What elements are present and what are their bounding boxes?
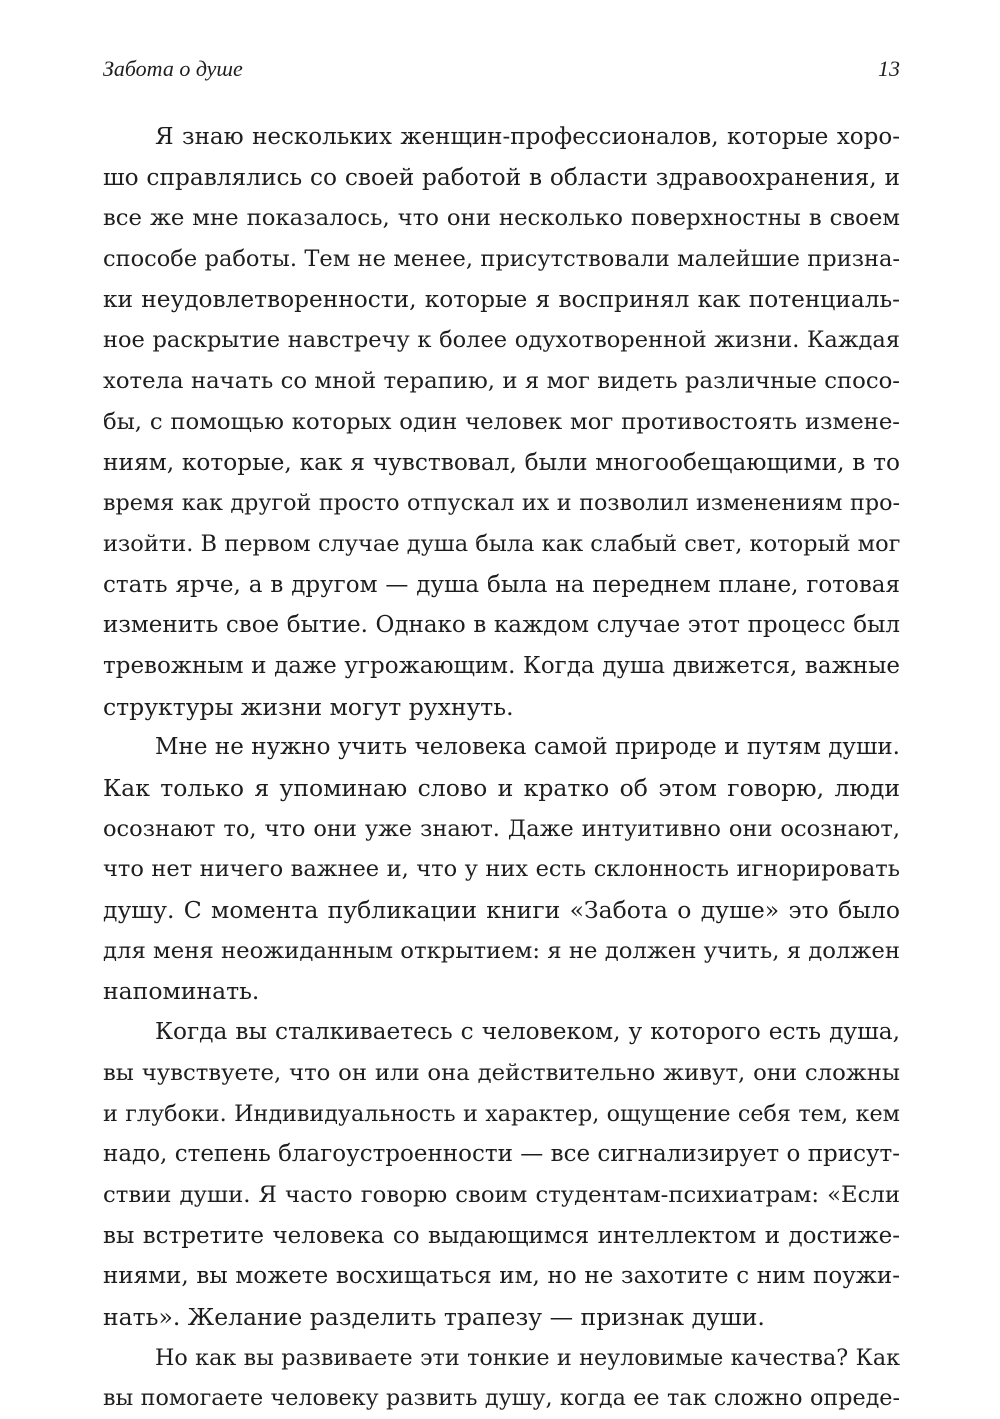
- text-line: душу. С момента публикации книги «Забота о душе» это было: [103, 896, 900, 925]
- text-line: структуры жизни могут рухнуть.: [103, 692, 514, 721]
- text-line: для меня неожиданным открытием: я не должен учить, я должен: [103, 937, 900, 964]
- text-line: Мне не нужно учить человека самой природе и путям души.: [155, 734, 900, 761]
- paragraph: [103, 117, 900, 727]
- paragraph: [103, 1338, 900, 1419]
- text-line: напоминать.: [103, 977, 260, 1006]
- text-line: стать ярче, а в другом — душа была на переднем плане, готовая: [103, 571, 900, 598]
- text-line: вы помогаете человеку развить душу, когда ее так сложно опреде-: [103, 1385, 900, 1412]
- text-line: ки неудовлетворенности, которые я воспринял как потенциаль-: [103, 285, 900, 313]
- text-line: нать». Желание разделить трапезу — признак души.: [103, 1302, 765, 1331]
- text-line: Как только я упоминаю слово и кратко об этом говорю, люди: [103, 774, 900, 802]
- text-line: ниями, вы можете восхищаться им, но не захотите с ним поужи-: [103, 1263, 900, 1290]
- text-line: тревожным и даже угрожающим. Когда душа движется, важные: [103, 652, 900, 679]
- text-line: осознают то, что они уже знают. Даже интуитивно они осознают,: [103, 815, 900, 842]
- text-line: надо, степень благоустроенности — все сигнализирует о присут-: [103, 1141, 900, 1168]
- text-line: ствии души. Я часто говорю своим студентам-психиатрам: «Если: [103, 1181, 900, 1208]
- text-line: все же мне показалось, что они несколько поверхностны в своем: [103, 205, 900, 232]
- page-number: 13: [878, 56, 900, 81]
- text-line: время как другой просто отпускал их и позволил изменениям про-: [103, 490, 900, 517]
- text-line: бы, с помощью которых один человек мог противостоять измене-: [103, 408, 900, 435]
- text-line: вы встретите человека со выдающимся интеллектом и достиже-: [103, 1222, 900, 1249]
- text-line: способе работы. Тем не менее, присутствовали малейшие призна-: [103, 246, 900, 273]
- body-text: [103, 117, 900, 1419]
- text-line: ниям, которые, как я чувствовал, были многообещающими, в то: [103, 448, 900, 476]
- paragraph: [103, 727, 900, 1012]
- running-title: Забота о душе: [103, 56, 243, 81]
- running-head: [103, 56, 900, 86]
- text-line: и глубоки. Индивидуальность и характер, ощущение себя тем, кем: [103, 1100, 900, 1127]
- text-line: Когда вы сталкиваетесь с человеком, у которого есть душа,: [155, 1018, 900, 1046]
- text-line: изменить свое бытие. Однако в каждом случае этот процесс был: [103, 612, 900, 639]
- text-line: Но как вы развиваете эти тонкие и неуловимые качества? Как: [155, 1344, 900, 1371]
- text-line: ное раскрытие навстречу к более одухотворенной жизни. Каждая: [103, 327, 900, 354]
- text-line: что нет ничего важнее и, что у них есть склонность игнорировать: [103, 856, 900, 883]
- text-line: изойти. В первом случае душа была как слабый свет, который мог: [103, 530, 901, 557]
- text-line: Я знаю нескольких женщин-профессионалов, которые хоро-: [155, 124, 900, 150]
- paragraph: [103, 1012, 900, 1338]
- text-line: шо справлялись со своей работой в области здравоохранения, и: [103, 163, 900, 191]
- text-line: хотела начать со мной терапию, и я мог видеть различные спосо-: [103, 368, 900, 395]
- text-line: вы чувствуете, что он или она действительно живут, они сложны: [103, 1059, 900, 1086]
